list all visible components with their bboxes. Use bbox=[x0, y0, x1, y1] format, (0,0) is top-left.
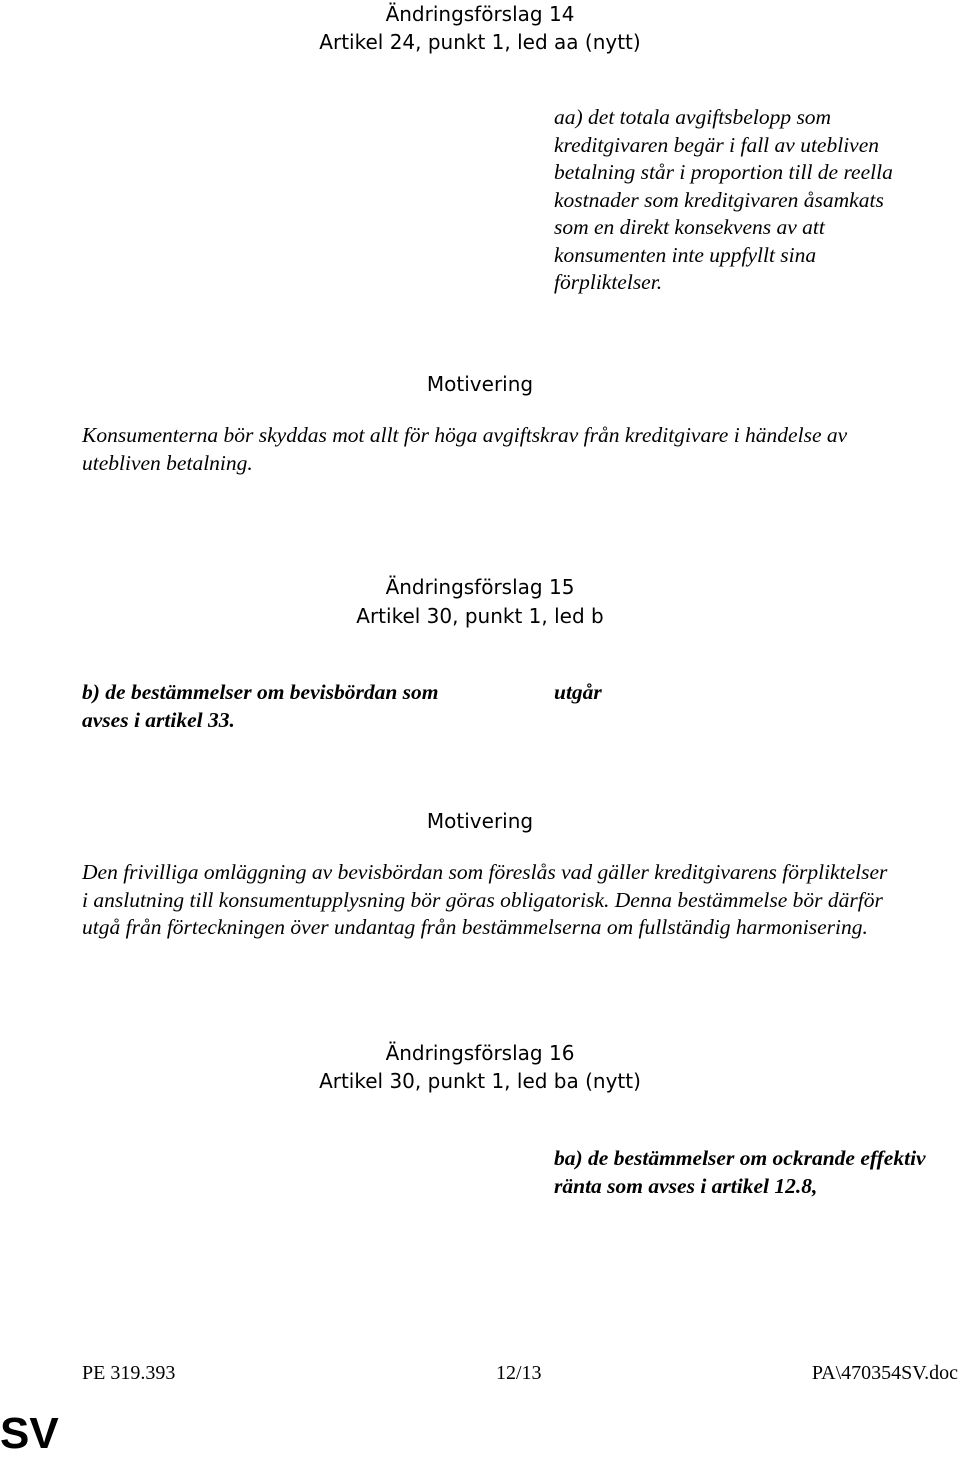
amendment-14-line: konsumenten inte uppfyllt sina bbox=[554, 242, 817, 267]
footer-reference: PE 319.393 bbox=[82, 1362, 176, 1384]
amendment-15-heading: Ändringsförslag 15 bbox=[385, 575, 575, 599]
amendment-14-heading: Ändringsförslag 14 bbox=[385, 2, 575, 26]
amendment-14-line: som en direkt konsekvens av att bbox=[554, 215, 825, 239]
amendment-14-justification bbox=[82, 422, 847, 477]
amendment-15-article: Artikel 30, punkt 1, led b bbox=[356, 604, 604, 628]
amendment-14-line: förpliktelser. bbox=[554, 270, 663, 294]
amendment-14-line: kostnader som kreditgivaren åsamkats bbox=[554, 187, 884, 212]
amendment-15-line: b) de bestämmelser om bevisbördan som bbox=[82, 680, 439, 704]
language-code: SV bbox=[0, 1409, 59, 1458]
amendment-16-line: ränta som avses i artikel 12.8, bbox=[554, 1173, 818, 1198]
amendment-15-original-text bbox=[82, 679, 439, 734]
justification-line: Konsumenterna bör skyddas mot allt för höga avgiftskrav från kreditgivare i händelse av bbox=[82, 423, 848, 447]
amendment-14-text bbox=[554, 104, 893, 297]
amendment-15-line: avses i artikel 33. bbox=[82, 707, 235, 732]
amendment-14-line: kreditgivaren begär i fall av utebliven bbox=[554, 132, 879, 157]
footer-page-number: 12/13 bbox=[496, 1362, 542, 1384]
amendment-14-article: Artikel 24, punkt 1, led aa (nytt) bbox=[319, 30, 641, 54]
amendment-15-justification-heading: Motivering bbox=[426, 809, 534, 833]
amendment-14-justification-heading: Motivering bbox=[426, 372, 534, 396]
footer-document-name: PA\470354SV.doc bbox=[811, 1362, 958, 1384]
justification-line: utgå från förteckningen över undantag från bestämmelserna om fullständig harmonisering. bbox=[82, 915, 868, 939]
amendment-15-deleted-marker: utgår bbox=[554, 680, 602, 704]
justification-line: i anslutning till konsumentupplysning bör göras obligatorisk. Denna bestämmelse bör därför bbox=[82, 887, 883, 912]
justification-line: Den frivilliga omläggning av bevisbördan som föreslås vad gäller kreditgivarens förpliktelser bbox=[82, 860, 888, 884]
amendment-14-line: aa) det totala avgiftsbelopp som bbox=[554, 105, 832, 129]
amendment-16-line: ba) de bestämmelser om ockrande effektiv bbox=[554, 1146, 926, 1170]
amendment-14-line: betalning står i proportion till de reella bbox=[554, 160, 893, 184]
amendment-16-text bbox=[554, 1145, 926, 1200]
amendment-15-justification bbox=[82, 859, 887, 942]
amendment-16-article: Artikel 30, punkt 1, led ba (nytt) bbox=[319, 1069, 641, 1093]
justification-line: utebliven betalning. bbox=[82, 450, 253, 475]
amendment-16-heading: Ändringsförslag 16 bbox=[385, 1041, 575, 1065]
